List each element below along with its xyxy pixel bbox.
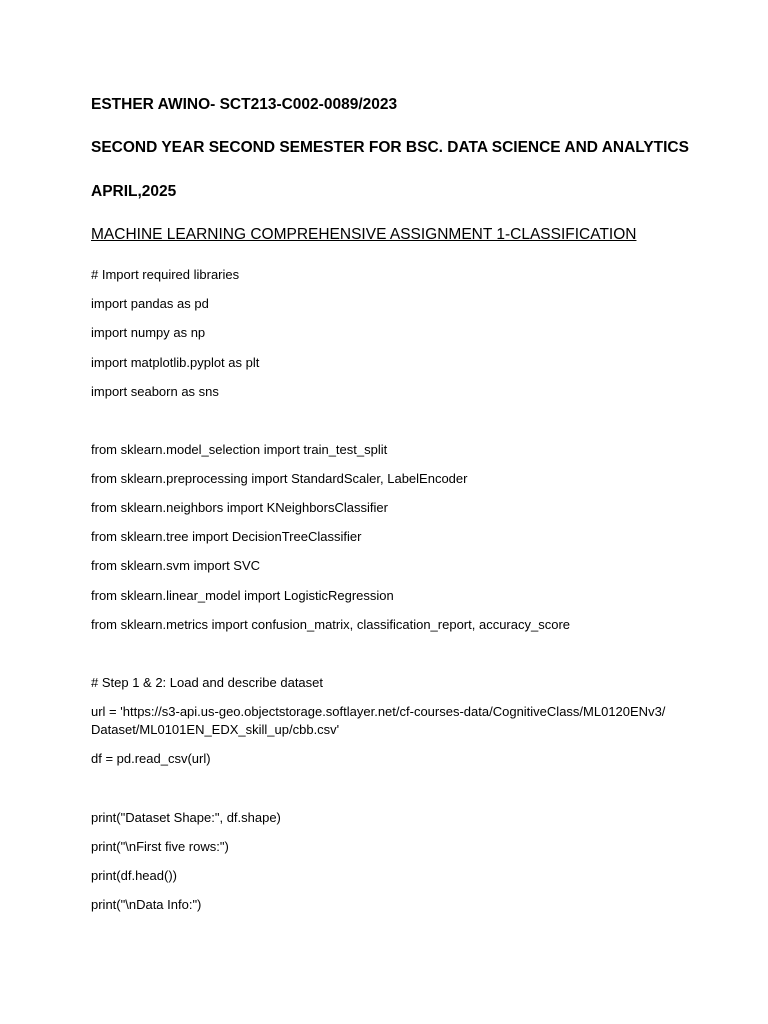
course-line: SECOND YEAR SECOND SEMESTER FOR BSC. DATA SCIENCE AND ANALYTICS	[91, 139, 689, 156]
code-line: print(df.head())	[91, 868, 177, 883]
code-line: import numpy as np	[91, 325, 206, 340]
code-line: print("Dataset Shape:", df.shape)	[91, 810, 281, 825]
code-line: from sklearn.linear_model import LogisticRegression	[91, 588, 394, 603]
code-line: print("\nFirst five rows:")	[91, 839, 229, 854]
code-line: from sklearn.metrics import confusion_matrix, classification_report, accuracy_score	[91, 617, 571, 632]
code-line: Dataset/ML0101EN_EDX_skill_up/cbb.csv'	[91, 722, 340, 737]
code-line: from sklearn.neighbors import KNeighborsClassifier	[91, 500, 388, 515]
code-line: url = 'https://s3-api.us-geo.objectstorage.softlayer.net/cf-courses-data/CognitiveClass/ML0120ENv3/	[91, 704, 666, 719]
author-line: ESTHER AWINO- SCT213-C002-0089/2023	[91, 96, 398, 113]
code-line: from sklearn.model_selection import train_test_split	[91, 442, 388, 457]
code-line: import seaborn as sns	[91, 384, 219, 399]
code-line: print("\nData Info:")	[91, 897, 202, 912]
code-line: # Step 1 & 2: Load and describe dataset	[91, 675, 324, 690]
date-line: APRIL,2025	[91, 183, 177, 200]
code-line: df = pd.read_csv(url)	[91, 751, 211, 766]
code-line: from sklearn.svm import SVC	[91, 558, 261, 573]
assignment-title: MACHINE LEARNING COMPREHENSIVE ASSIGNMENT 1-CLASSIFICATION	[91, 226, 637, 243]
code-line: from sklearn.tree import DecisionTreeClassifier	[91, 529, 362, 544]
code-line: import matplotlib.pyplot as plt	[91, 355, 260, 370]
code-line: from sklearn.preprocessing import StandardScaler, LabelEncoder	[91, 471, 468, 486]
code-line: import pandas as pd	[91, 296, 209, 311]
code-line: # Import required libraries	[91, 267, 240, 282]
